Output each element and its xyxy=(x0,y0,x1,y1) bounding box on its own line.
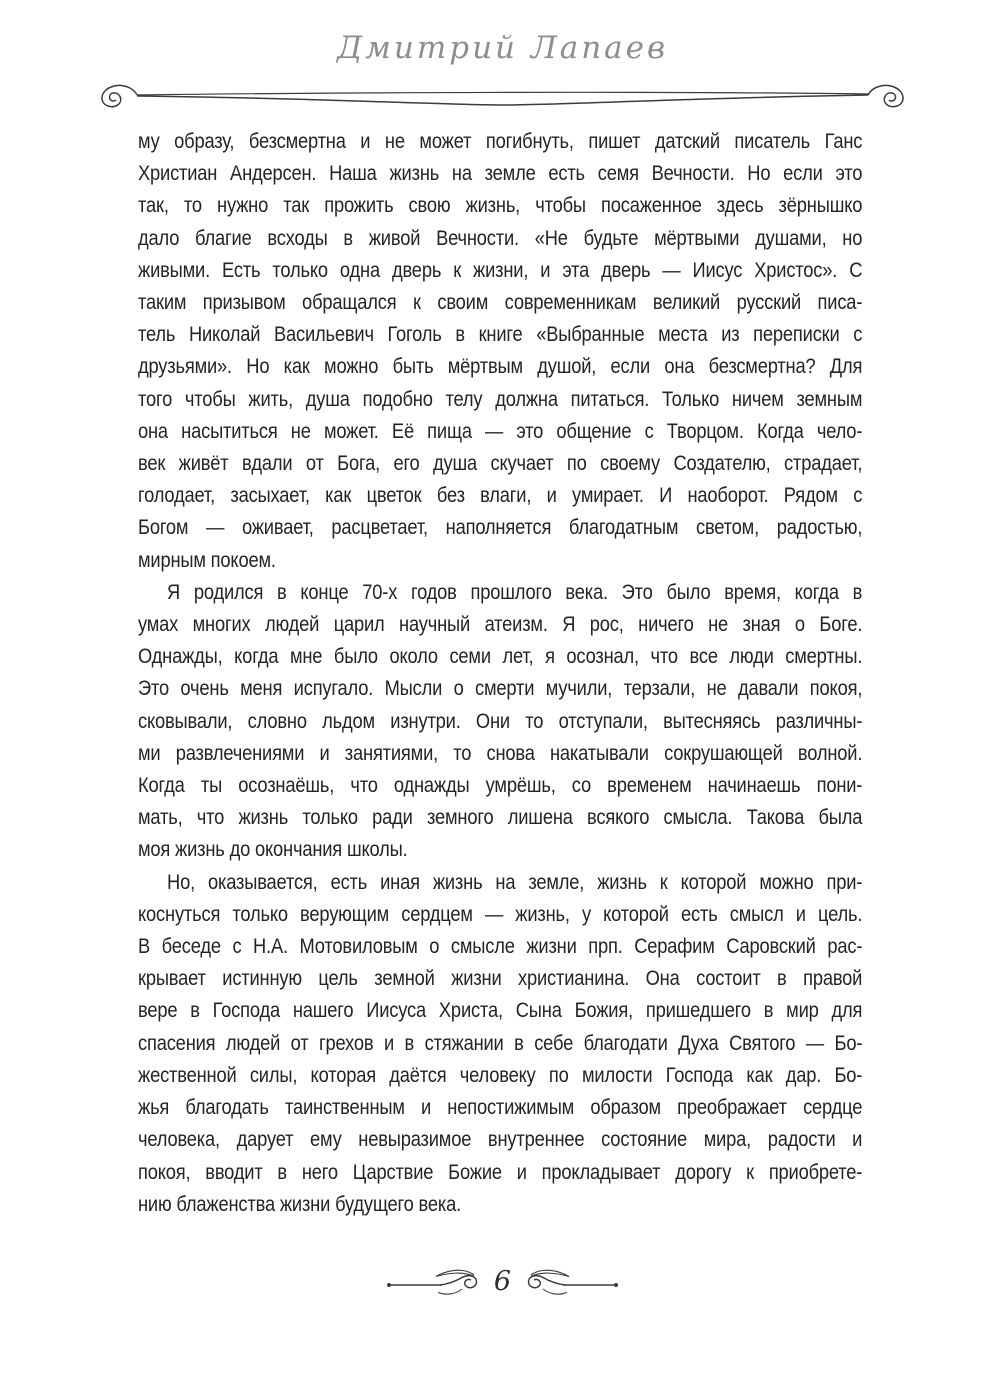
text-line: му образу, безсмертна и не может погибнуть, пишет датский писатель Ганс xyxy=(138,130,863,153)
text-line: Но, оказывается, есть иная жизнь на земле, жизнь к которой можно при- xyxy=(167,870,863,894)
text-line: тель Николай Васильевич Гоголь в книге «Выбранные места из переписки с xyxy=(138,323,863,347)
text-line: век живёт вдали от Бога, его душа скучает по своему Создателю, страдает, xyxy=(138,452,863,476)
text-line: голодает, засыхает, как цветок без влаги, и умирает. И наоборот. Рядом с xyxy=(138,484,863,508)
text-line: того чтобы жить, душа подобно телу должна питаться. Только ничем земным xyxy=(138,387,863,411)
divider-line-upper xyxy=(137,92,868,95)
text-line: мать, что жизнь только ради земного лишена всякого смысла. Такова была xyxy=(138,806,863,830)
text-line: моя жизнь до окончания школы. xyxy=(138,838,408,862)
text-line: так, то нужно так прожить свою жизнь, чтобы посаженное здесь зёрнышко xyxy=(138,194,863,218)
text-line: жья благодать таинственным и непостижимым образом преображает сердце xyxy=(138,1096,863,1120)
footer-flourish-right-icon xyxy=(527,1269,619,1299)
text-line: дало благие всходы в живой Вечности. «Не будьте мёртвыми душами, но xyxy=(138,226,863,250)
text-line: мирным покоем. xyxy=(138,548,276,572)
text-line: вере в Господа нашего Иисуса Христа, Сына Божия, пришедшего в мир для xyxy=(138,999,863,1023)
text-line: человека, дарует ему невыразимое внутреннее состояние мира, радости и xyxy=(138,1128,863,1152)
text-line: покоя, вводит в него Царствие Божие и прокладывает дорогу к приобрете- xyxy=(138,1160,863,1184)
author-header: Дмитрий Лапаев xyxy=(336,30,669,66)
divider-line-lower xyxy=(137,95,868,105)
text-line: нию блаженства жизни будущего века. xyxy=(138,1192,462,1216)
header-divider-ornament xyxy=(95,82,910,112)
text-line: ми развлечениями и занятиями, то снова накатывали сокрушающей волной. xyxy=(138,741,863,765)
text-line: спасения людей от грехов и в стяжании в себе благодати Духа Святого — Бо- xyxy=(138,1031,863,1055)
text-line: коснуться только верующим сердцем — жизнь, у которой есть смысл и цель. xyxy=(138,902,863,926)
text-line: таким призывом обращался к своим современникам великий русский писа- xyxy=(138,291,863,315)
text-line: друзьями». Но как можно быть мёртвым душой, если она безсмертна? Для xyxy=(138,355,863,379)
text-lines xyxy=(138,126,862,1221)
text-line: Христиан Андерсен. Наша жизнь на земле есть семя Вечности. Но если это xyxy=(138,162,863,186)
text-line: крывает истинную цель земной жизни христианина. Она состоит в правой xyxy=(138,967,863,991)
text-line: Однажды, когда мне было около семи лет, я осознал, что все люди смертны. xyxy=(138,645,863,669)
page-footer xyxy=(0,1266,1005,1301)
scroll-ornament-right-icon xyxy=(868,85,903,106)
text-line: В беседе с Н.А. Мотовиловым о смысле жизни прп. Серафим Саровский рас- xyxy=(138,935,863,959)
scroll-ornament-left-icon xyxy=(102,85,137,106)
page-number: 6 xyxy=(493,1266,512,1297)
text-line: живыми. Есть только одна дверь к жизни, и эта дверь — Иисус Христос». С xyxy=(138,258,863,282)
text-line: Я родился в конце 70-х годов прошлого века. Это было время, когда в xyxy=(167,580,863,604)
text-line: Богом — оживает, расцветает, наполняется благодатным светом, радостью, xyxy=(138,516,863,540)
text-line: умах многих людей царил научный атеизм. Я рос, ничего не зная о Боге. xyxy=(138,613,863,637)
text-line: Это очень меня испугало. Мысли о смерти мучили, терзали, не давали покоя, xyxy=(138,677,863,701)
text-line: сковывали, словно льдом изнутри. Они то отступали, вытесняясь различны- xyxy=(138,709,863,733)
footer-flourish-left-icon xyxy=(386,1269,478,1299)
text-line: она насытиться не может. Её пища — это общение с Творцом. Когда чело- xyxy=(138,419,863,443)
text-line: Когда ты осознаёшь, что однажды умрёшь, со временем начинаешь пони- xyxy=(138,774,863,798)
text-block xyxy=(138,126,862,1221)
text-line: жественной силы, которая даётся человеку по милости Господа как дар. Бо- xyxy=(138,1063,863,1087)
